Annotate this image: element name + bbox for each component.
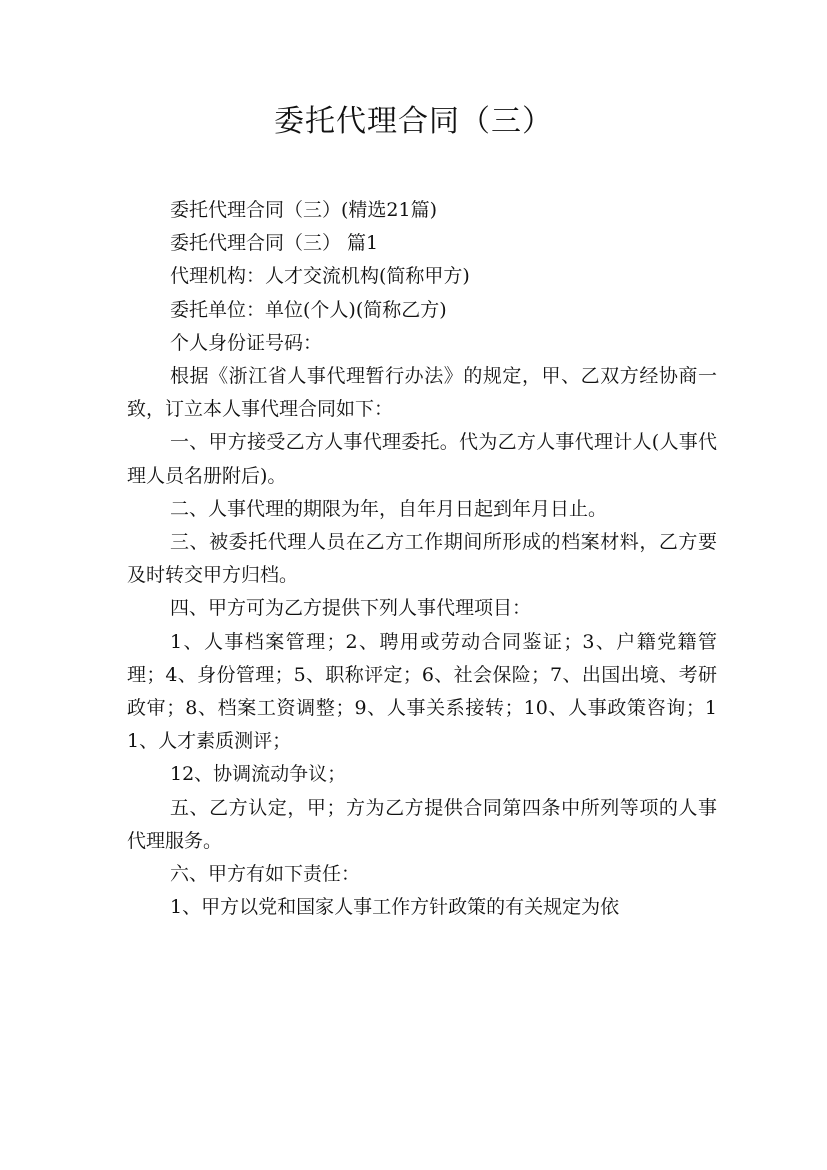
paragraph-client: 委托单位：单位(个人)(简称乙方) [170, 298, 447, 321]
paragraph-section-heading: 委托代理合同（三） 篇1 [170, 232, 379, 255]
paragraph-clause-4-items: 1、人事档案管理；2、聘用或劳动合同鉴证；3、户籍党籍管理；4、身份管理；5、职称评定；6、社会保险；7、出国出境、考研政审；8、档案工资调整；9、人事关系接转；10、人事政策咨询；11、人才素质测评； [127, 630, 717, 753]
paragraph-clause-5: 五、乙方认定，甲；方为乙方提供合同第四条中所列等项的人事代理服务。 [127, 796, 717, 852]
paragraph-clause-4-item-12: 12、协调流动争议； [170, 763, 347, 786]
paragraph-id-number: 个人身份证号码： [170, 331, 323, 354]
document-title: 委托代理合同（三） [274, 104, 553, 139]
paragraph-clause-4: 四、甲方可为乙方提供下列人事代理项目： [170, 597, 532, 620]
paragraph-agency: 代理机构：人才交流机构(简称甲方) [170, 265, 470, 288]
paragraph-preamble: 根据《浙江省人事代理暂行办法》的规定，甲、乙双方经协商一致，订立本人事代理合同如下： [127, 365, 717, 421]
paragraph-subtitle: 委托代理合同（三）(精选21篇) [170, 199, 438, 221]
document-body [127, 194, 717, 924]
paragraph-clause-6: 六、甲方有如下责任： [170, 863, 361, 886]
paragraph-clause-6-item-1: 1、甲方以党和国家人事工作方针政策的有关规定为依 [170, 896, 620, 919]
paragraph-clause-3: 三、被委托代理人员在乙方工作期间所形成的档案材料，乙方要及时转交甲方归档。 [127, 531, 717, 587]
paragraph-clause-2: 二、人事代理的期限为年，自年月日起到年月日止。 [170, 497, 608, 520]
paragraph-clause-1: 一、甲方接受乙方人事代理委托。代为乙方人事代理计人(人事代理人员名册附后)。 [127, 431, 717, 487]
